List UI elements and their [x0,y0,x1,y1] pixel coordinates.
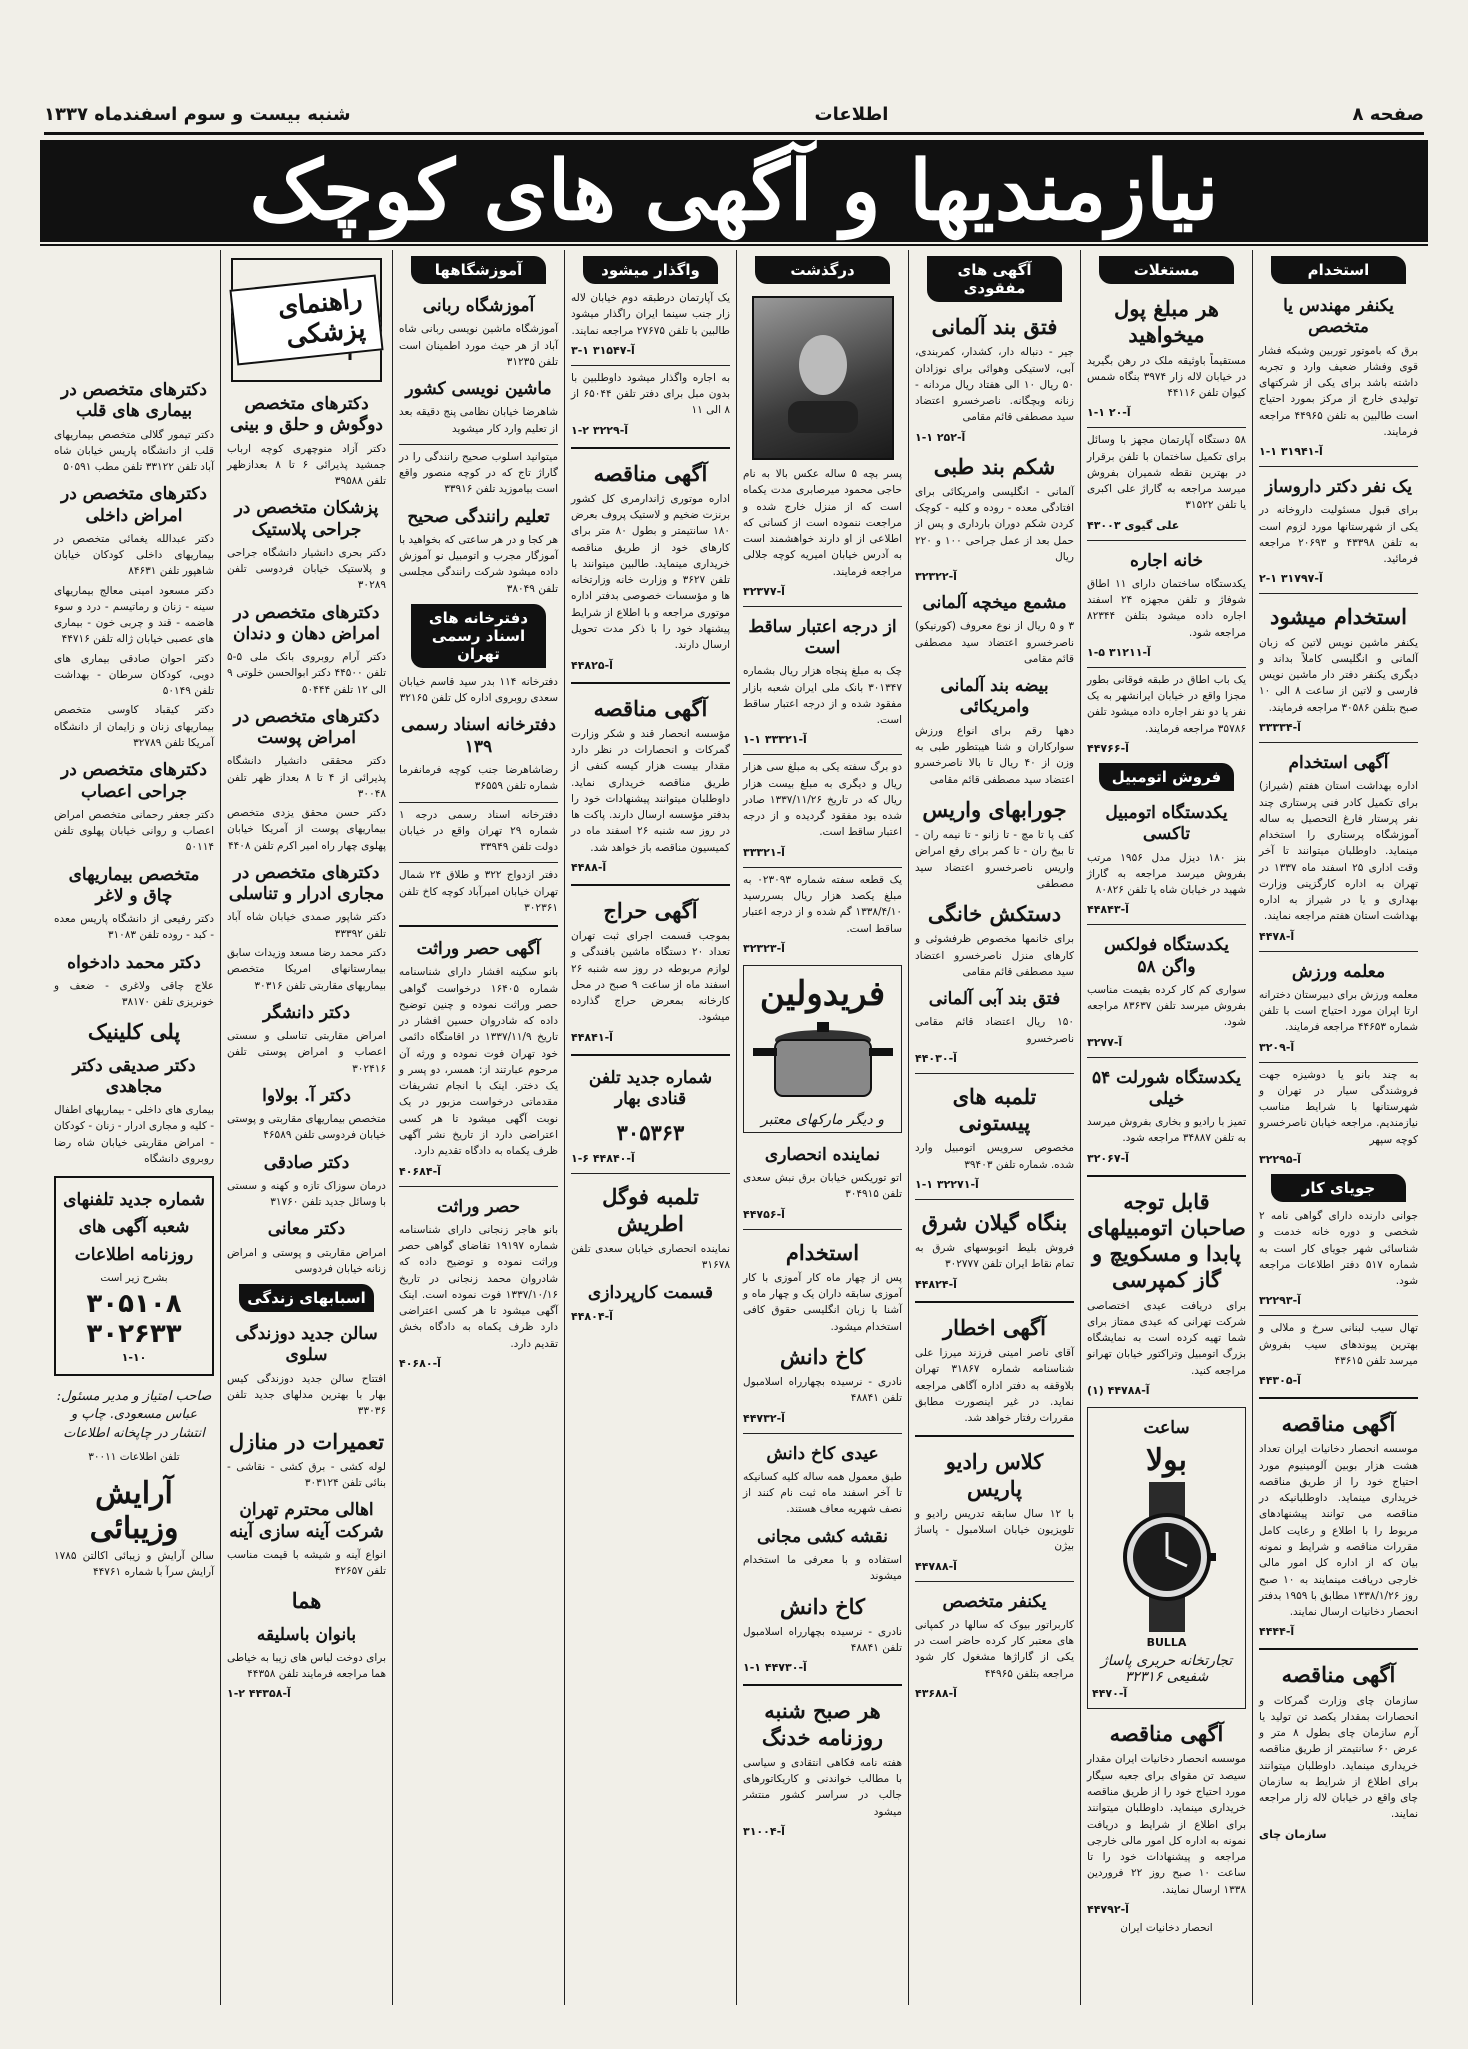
column-employment [1252,250,1424,2005]
ad-body: هر کجا و در هر ساعتی که بخواهید با آموزگار مجرب و اتومبیل نو آموزش داده میشود شرکت رانندگی مجلسی تلفن ۳۸۰۴۹ [399,533,558,595]
ad-body: تهال سیب لبنانی سرخ و ملالی و بهترین پیوندهای سیب بفروش میرسد تلفن ۴۳۶۱۵ [1259,1322,1418,1367]
ad-body: موسسه انحصار دخانیات ایران تعداد هشت هزار بوبین آلومینیوم مورد احتیاج خود را از طریق مناقصه خریداری مینماید. داوطلبانیکه در مناقصه می توانند پیشنهادهای مربوط را با اطلاع و رعایت کامل مقررات مناقصه و شرایط و نمونه بیان که از اداره کل امور مالی خارجی دریافت مینمایند به ۱۰ صبح روز ۱۳۳۸/۱/۲۶ مطابق با ۱۹۵۹ بدفتر انحصار دخانیات ارسال نمایند. [1259,1443,1419,1619]
ad-code: ۱-۱۰ [121,1351,147,1365]
column-head: دفترخانه های اسناد رسمی تهران [411,604,546,668]
banner-rule [40,244,1428,246]
ad-title: دکترهای متخصص در امراض پوست [233,706,380,749]
ad-title: دکترهای متخصص در مجاری ادرار و تناسلی [228,862,385,905]
ad-code: آ-۴۴۷۰ [1092,1687,1128,1701]
phone-number: ۳۰۲۶۳۳ [86,1319,182,1350]
ad-body: مستقیماً باوثیقه ملک در رهن بگیرید در خیابان لاله زار ۳۹۷۴ بنگاه شمس کیوان تلفن ۴۴۱۱۶ [1087,354,1246,400]
ad-body: ۱۵۰ ریال اعتضاد قائم مقامی ناصرخسرو [915,1016,1074,1045]
ad-title: تلمبه فوگل اطریش [602,1184,699,1236]
column-doctors [48,250,220,2005]
ad-body: دکتر آزاد منوچهری کوچه ارباب جمشید پذیرائی ۶ تا ۸ بعدازظهر تلفن ۳۹۵۸۸ [227,442,386,488]
ad-phone: ۳۰۵۳۶۳ [616,1120,685,1146]
watch-advert [1087,1407,1246,1709]
ad-body: معلمه ورزش برای دبیرستان دخترانه ارتا اپران مورد احتیاج است با تلفن شماره ۴۴۶۵۳ مراجعه فرمایند. [1259,988,1418,1034]
ad-title: متخصص بیماریهای چاق و لاغر [68,864,200,906]
ad-title: آگهی اخطار [943,1314,1046,1340]
ad-body: بنز ۱۸۰ دیزل مدل ۱۹۵۶ مرتب بفروش میرسد مراجعه به گاراژ شهید در خیابان شاه یا تلفن ۸۰۸۲۶ [1087,851,1246,897]
ad-title: دکترهای متخصص در امراض دهان و دندان [232,602,381,644]
column-head: جویای کار [1271,1174,1406,1202]
separator [1087,1057,1246,1058]
separator [1087,924,1246,925]
ad-title: نماینده انحصاری [764,1144,881,1165]
ad-body: ۵۸ دستگاه آپارتمان مجهز با وسائل برای تکمیل ساختمان با تلفن برقرار در بهترین نقطه شمیران بفروش میرسد مراجعه به گاراژ علی اکبری یا تلفن ۳۱۵۲۲ [1087,434,1246,512]
ad-title: قابل توجه صاحبان اتومبیلهای پابدا و مسکویچ و گاز کمپرسی [1087,1188,1246,1293]
ad-title: دکتر صادقی [263,1152,350,1173]
separator [399,444,558,445]
ad-code: آ-۴۴۷۳۲ [743,1411,785,1425]
ad-title: معلمه ورزش [1291,961,1386,982]
ad-body: سواری کم کار کرده بقیمت مناسب بفروش میرسد تلفن ۸۳۶۳۷ مراجعه شود. [1087,983,1247,1029]
ad-body: لوله کشی - برق کشی - نقاشی - بنائی تلفن ۳۰۳۱۲۴ [227,1460,386,1490]
ad-body: طبق معمول همه ساله کلیه کسانیکه تا آخر اسفند ماه ثبت نام کنند از نصف شهریه معاف هستند. [743,1470,902,1516]
ad-title: هر صبح شنبه روزنامه خدنگ [761,1698,884,1750]
column-head: واگذار میشود [583,256,718,284]
ad-title: تعلیم رانندگی صحیح [407,506,550,527]
ad-body: استفاده و با معرفی ما استخدام میشوند [743,1553,902,1583]
column-schools [392,250,564,2005]
ad-title: دفترخانه اسناد رسمی ۱۳۹ [401,715,556,757]
ad-code: آ-۲۰ ۱-۱ [1087,406,1131,420]
column-medical [220,250,392,2005]
ad-body: امراض مقاربتی تناسلی و سستی اعصاب و امراض پوستی تلفن ۳۰۲۴۱۶ [227,1030,386,1075]
ad-title: دکترهای متخصص در بیماری های قلب [60,380,208,422]
ad-body: مؤسسه انحصار قند و شکر وزارت گمرکات و انحصارات در نظر دارد مقدار بیست هزار کیسه کنفی از طریق مناقصه خریداری نماید. داوطلبان میتوانند پیشنهادات خود را بدفتر مؤسسه ارسال دارند. پاکت ها در روز سه شنبه ۲۶ اسفند ماه در کمیسیون مناقصه باز خواهد شد. [571,727,731,854]
separator [399,925,558,927]
ad-body: کف پا تا مچ - تا زانو - تا نیمه ران - تا بیخ ران - تا کمر برای رفع امراض واریس ناصرخسرو اعتضاد سید مصطفی [915,829,1074,890]
ad-title: هر مبلغ پول میخواهید [1114,296,1219,348]
ad-title: دستکش خانگی [927,901,1062,927]
ad-body: با ۱۲ سال سابقه تدریس رادیو و تلویزیون خیابان اسلامبول - پاساژ بیژن [915,1507,1074,1553]
ad-body: علاج چاقی ولاغری - ضعف و خونریزی تلفن ۳۸۱۷۰ [54,979,214,1009]
ad-code: آ-۴۴۸۲۵ [571,658,613,672]
ad-body: درمان سوزاک تازه و کهنه و سستی با وسائل جدید تلفن ۳۱۷۶۰ [227,1179,386,1209]
ad-title: کاخ دانش [779,1593,866,1619]
classifieds-banner [40,140,1428,242]
product-advert [743,965,902,1133]
ad-body: نادری - نرسیده بچهارراه اسلامبول تلفن ۴۸۸۴۱ [743,1376,902,1405]
ad-code: آ-۴۴۷۹۲ [1087,1902,1129,1916]
ad-body: دکتر محققی دانشیار دانشگاه پذیرائی از ۴ تا ۸ بعداز ظهر تلفن ۳۰۰۴۸ [227,755,386,800]
ad-title: ماشین نویسی کشور [405,379,552,400]
separator [915,1435,1074,1437]
column-head: درگذشت [755,256,890,284]
ad-code: آ-۴۴۸۴۳ [1087,903,1129,917]
ad-title: اهالی محترم تهران شرکت آینه سازی آینه [229,1500,384,1542]
page-number: صفحه ۸ [1352,103,1424,125]
watch-dealer: تجارتخانه حریری پاساژ شفیعی ۳۲۳۱۶ [1100,1653,1233,1686]
ad-title: پلی کلینیک [87,1019,181,1045]
ad-title: عیدی کاخ دانش [766,1443,879,1464]
ad-code: آ-۴۴۸۲۴ [915,1277,957,1291]
column-lost [908,250,1080,2005]
ad-body: انواع آینه و شیشه با قیمت مناسب تلفن ۴۲۶۵۷ [227,1548,386,1578]
ad-title: یکدستگاه اتومبیل تاکسی [1105,803,1228,845]
ad-title: آگهی مناقصه [1109,1721,1224,1747]
ad-body: دکتر بحری دانشیار دانشگاه جراحی و پلاستیک خیابان فردوسی تلفن ۳۰۲۸۹ [227,546,386,592]
ad-code: آ-۴۴۷۶۶ [1087,742,1129,755]
ad-body: بیماری های داخلی - بیماریهای اطفال - کلیه و مجاری ادرار - زنان - کودکان - امراض مقاربتی خیابان شاه رضا روبروی دانشگاه [54,1104,214,1165]
ad-code: آ-۳۲۲۷۱ ۱-۱ [915,1177,979,1191]
publisher-line: صاحب امتیاز و مدیر مسئول: عباس مسعودی. چاپ و انتشار در چاپخانه اطلاعات [56,1389,212,1441]
column-rentals [564,250,736,2005]
ad-code: آ-۴۴۴۴ [1259,1625,1295,1639]
ad-title: خانه اجاره [1130,550,1203,571]
ad-title: سالن جدید دوزندگی سلوی [235,1324,378,1366]
separator [571,884,730,886]
portrait-photo [752,296,894,460]
separator [743,606,902,607]
pressure-cooker-icon [753,1018,893,1108]
ad-body: دکتر محمد رضا مسعد وزیدات سابق بیمارستانهای امریکا متخصص بیماریهای مقاربتی تلفن ۳۰۳۱۶ [227,947,386,992]
ad-body: بانو سکینه افشار دارای شناسنامه شماره ۱۶۴۰۵ درخواست گواهی حصر وراثت نموده و چنین توضیح داده که شادروان حسین افشار در تاریخ ۱۳۳۷/۱۱/۹ در اقامتگاه دائمی خود تهران فوت نموده و ورثه آن مرحوم عبارتند از: همسر، دو پسر و یک دختر. اینک با انجام تشریفات مقدماتی درخواست مزبور در یک نوبت آگهی میشود تا هر کسی اعتراضی دارد از تاریخ نشر آگهی ظرف یکماه به دادگاه تقدیم دارد. [399,966,558,1158]
ad-title: دکتر صدیقی دکتر مجاهدی [72,1055,196,1097]
ad-code: آ-۳۲۲۹۵ [1259,1153,1301,1166]
ad-title: بانوان باسلیقه [256,1624,357,1645]
product-logo: فریدولین [759,973,886,1014]
ad-body: جیر - دنباله دار، کشدار، کمربندی، آبی، لاستیکی وهوائی برای نوزادان ۵۰ ریال ۱۰ الی هفتاد ریال مردانه - زنانه وبچگانه. ناصرخسرو اعتضاد سید مصطفی قائم مقامی [915,346,1075,424]
ad-body: دفترخانه اسناد رسمی درجه ۱ شماره ۲۹ تهران واقع در خیابان دولت تلفن ۳۳۹۴۹ [399,808,558,854]
ad-body: یک قطعه سفته شماره ۰۲۳۰۹۳ به مبلغ یکصد هزار ریال بسررسید ۱۳۳۸/۴/۱۰ گم شده و از درجه اعتبار ساقط است. [743,873,902,935]
ad-title: یکدستگاه فولکس واگن ۵۸ [1104,935,1229,977]
ad-body: کاربراتور بیوک که سالها در کمپانی های معتبر کار کرده حاضر است در یکی از گاراژها مشغول کار شود مراجعه بتلفن ۴۴۹۶۵ [915,1618,1074,1680]
ad-body: دکتر رفیعی از دانشگاه پاریس معده - کبد - روده تلفن ۳۱۰۸۳ [54,913,214,942]
column-head: اسبابهای زندگی [239,1284,374,1312]
separator [743,754,902,755]
ad-body: دکتر تیمور گلالی متخصص بیماریهای قلب از دانشگاه پاریس خیابان شاه آباد تلفن ۳۳۱۲۲ تلفن مطب ۵۰۵۹۱ [54,428,214,474]
ad-title: دکترهای متخصص در امراض داخلی [60,484,208,526]
ad-body: پسر بچه ۵ ساله عکس بالا به نام حاجی محمود میرصابری مدت یکماه است که از منزل خارج شده و مراجعت ننموده است از کسانی که اطلاعی از او دارند خواهشمند است به آدرس خیابان امیریه کوچه جلالی مراجعه فرمایند. [743,468,902,578]
ad-code: ۲-۱ آ-۳۱۷۹۷ [1259,572,1323,586]
ad-title: دکتر آ. بولاوا [262,1085,351,1106]
phone-number: ۳۰۵۱۰۸ [86,1289,182,1320]
running-head [44,96,1424,135]
ad-code: آ-۴۴۳۵۸ ۲-۱ [227,1687,291,1701]
separator [743,1433,902,1434]
ad-body: برای قبول مسئولیت داروخانه در یکی از شهرستانها مورد لزوم است به تلفن ۴۳۳۹۸ و ۲۰۶۹۳ مراجعه فرمائید. [1259,504,1419,566]
ad-title: تلمبه های پیستونی [952,1083,1037,1136]
ad-title: فتق بند آلمانی [931,314,1058,339]
ad-code: آ-۴۰۶۸۴ [399,1164,441,1178]
separator [1259,951,1418,952]
ad-body: نادری - نرسیده بچهارراه اسلامبول تلفن ۴۸۸۴۱ [743,1625,902,1655]
ad-body: دکتر شاپور صمدی خیابان شاه آباد تلفن ۳۳۳۹۲ [227,911,386,940]
ad-code: آ-۴۴۸۰۴ [571,1309,613,1323]
ad-body: نماینده انحصاری خیابان سعدی تلفن ۳۱۶۷۸ [571,1242,730,1272]
ad-body: اداره موتوری ژاندارمری کل کشور برنزت ضخیم و لاستیک پروف بعرض ۱۸۰ سانتیمتر و بطول ۸۰ متر برای کارهای خود از طریق مناقصه خریداری مینماید. طالبین میتوانند با تلفن ۳۶۲۷ و وزارت خانه وزارتخانه ها و مؤسسات خصوصی بدفتر اداره موتوری مراجعه و با اطلاع از شرایط پیشنهاد خود را با ذکر مدت تحویل ارسال دارند. [571,492,730,652]
columns [44,250,1424,2005]
ad-body: ۳ و ۵ ریال از نوع معروف (کورنیکو) ناصرخسرو اعتضاد سید مصطفی قائم مقامی [915,620,1074,665]
ad-title: یک نفر دکتر داروساز [1265,477,1412,498]
ad-body: برای دوخت لباس های زیبا به خیاطی هما مراجعه فرمایند تلفن ۴۴۳۵۸ [227,1651,386,1681]
ad-body: یکنفر ماشین نویس لاتین که زبان آلمانی و انگلیسی کاملاً بداند و دیگری یکنفر دفتر دار ماشین نویس فارسی و لاتین از ساعت ۸ الی ۱۰ صبح بتلفن ۳۰۵۸۶ مراجعه فرمایند. [1259,636,1419,714]
ad-body: برای دریافت عیدی اختصاصی شرکت تهرانی که عیدی ممتاز برای شما تهیه کرده است به نمایشگاه بزرگ اتومبیل وتراکتور خیابان تهرانو مراجعه کنید. [1087,1299,1246,1377]
ad-code: آ-۳۲۳۲۲ [915,570,957,584]
ad-code: ۱-۶ آ-۴۴۸۴۰ [571,1152,635,1166]
ad-code: آ-۴۴۷۳۰ ۱-۱ [743,1661,807,1675]
ad-code: ۱-۱ آ-۲۵۲ [915,430,966,444]
ad-title: دکتر دانشگر [262,1002,351,1023]
ad-body: یکدستگاه ساختمان دارای ۱۱ اطاق شوفاژ و تلفن مجهزه ۲۴ اسفند اجاره داده میشود بتلفن ۸۲۳۴۴ مراجعه شود. [1087,577,1247,639]
separator [399,862,558,863]
wristwatch-icon [1107,1482,1227,1632]
ad-title: دکترهای متخصص در جراحی اعصاب [60,760,208,802]
ad-title: آگهی حراج [603,897,698,923]
ad-code: آ-۴۰۶۸۰ [399,1356,441,1370]
ad-body: سازمان چای وزارت گمرکات و انحصارات بمقدار یکصد تن تولید یا آرم سازمان چای بطول ۸ متر و عرض ۶۰ سانتیمتر از طریق مناقصه خریداری مینماید. داوطلبان میتوانند برای اطلاع از شرایط به سازمان چای واقع در خیابان لاله زار مراجعه نمایند. [1259,1694,1419,1821]
ad-title: آگهی حصر وراثت [416,939,541,960]
ad-title: آگهی استخدام [1288,752,1389,773]
framed-line: روزنامه اطلاعات [74,1244,194,1265]
separator [743,1684,902,1686]
ad-body: برق که باموتور توربین وشبکه فشار قوی وفشار ضعیف وارد و تجربه داشته باشد برای یکی از شرکتهای تولیدی خارج از مرکز بمورد احتیاج است طالبین به تلفن ۴۴۹۶۵ مراجعه فرمایند. [1259,344,1419,438]
ad-body: دکتر عبدالله یغمائی متخصص در بیماریهای داخلی کودکان خیابان شاهپور تلفن ۸۴۶۳۱ [54,532,214,578]
separator [1259,1315,1418,1316]
ad-title: آگهی مناقصه [593,460,708,486]
separator [915,1073,1074,1074]
ad-title: نقشه کشی مجانی [756,1526,889,1547]
ad-body: آموزشگاه ماشین نویسی ربانی شاه آباد از هر حیث مورد اطمینان است تلفن ۳۱۲۳۵ [399,323,558,368]
ad-title: هما [291,1588,322,1614]
separator [399,802,558,803]
ad-body: سالن آرایش و زیبائی اکالتن ۱۷۸۵ آرایش سرآ با شماره ۴۴۷۶۱ [54,1550,214,1579]
ad-body: هفته نامه فکاهی انتقادی و سیاسی با مطالب خواندنی و کاریکاتورهای جالب در سراسر کشور منتشر میشود [743,1756,902,1818]
separator [915,1301,1074,1303]
ad-body: دفتر ازدواج ۳۲۲ و طلاق ۲۴ شمال تهران خیابان امیرآباد کوچه کاخ تلفن ۳۰۲۳۶۱ [399,869,558,914]
ad-body: آلمانی - انگلیسی وامریکائی برای افتادگی معده - روده و کلیه - کوچک کردن شکم دوران بارداری و پس از حمل بعد از عمل جراحی ۱۰۰ و ۲۲۰ ریال [915,485,1074,563]
ad-body: دکتر کیقباد کاوسی متخصص بیماریهای زنان و زایمان از دانشگاه آمریکا تلفن ۳۲۷۸۹ [54,704,214,749]
column-head: استخدام [1271,256,1406,284]
phone-line: تلفن اطلاعات ۳۰۰۱۱ [88,1450,180,1463]
ad-body: آقای ناصر امینی فرزند میرزا علی شناسنامه شماره ۳۱۸۶۷ تهران بلاوقفه به دفتر اداره آگاهی مراجعه نماید. در غیر اینصورت مطابق مقررات رفتار خواهد شد. [915,1346,1074,1425]
ad-body: دهها رقم برای انواع ورزش سوارکاران و شنا هیبتطور طبی به وزن از ۴۰ ریال تا بالا ناصرخسرو اعتضاد سید مصطفی قائم مقامی [915,724,1074,786]
ad-code: آ-۳۱۰۰۴ [743,1824,785,1838]
ad-body: دکتر مسعود امینی معالج بیماریهای سینه - زنان و رماتیسم - درد و سوء هاضمه - قند و چربی خون - بیماری های عصبی خیابان ژاله تلفن ۴۴۷۱۶ [54,584,214,646]
ad-body: رضاشاهرضا جنب کوچه فرمانفرما شماره تلفن ۳۶۵۵۹ [399,763,558,793]
separator [1087,540,1246,541]
ad-code: آ-۴۴۷۸ [1259,929,1295,943]
ad-title: آگهی مناقصه [1281,1662,1396,1688]
separator [1087,427,1246,428]
separator [915,1581,1074,1582]
ad-title: دکتر معانی [267,1219,346,1240]
ad-body: میتوانید اسلوب صحیح رانندگی را در گاراژ تاج که در کوچه منصور واقع است بیاموزید تلفن ۳۳۹۱۶ [399,450,558,496]
separator [571,365,730,366]
ad-code: علی گیوی ۴۳۰۰۳ [1087,518,1180,532]
separator [1259,742,1418,743]
column-head: آگهی های مفقودی [927,256,1062,302]
ad-code: آ-۴۴۷۸۸ [915,1559,957,1573]
ad-body: دفترخانه ۱۱۴ بدر سید قاسم خیابان سعدی روبروی اداره کل تلفن ۳۲۱۶۵ [399,675,558,705]
paper-name: اطلاعات [814,103,889,125]
ad-code: آ-۳۲۲۹ ۲-۱ [571,423,629,437]
separator [1259,1397,1418,1399]
ad-title: مشمع میخچه آلمانی [922,593,1067,614]
ad-title: آگهی مناقصه [593,695,708,721]
separator [571,1173,730,1174]
product-subtitle: و دیگر مارکهای معتبر [761,1111,884,1128]
ad-code: آ-۴۴۰۳۰ [915,1051,957,1065]
ad-code: آ-۴۴۸۸ [571,860,607,874]
ad-code: آ-۴۴۷۸۸ (۱) [1087,1383,1150,1397]
column-real-estate [1080,250,1252,2005]
ad-title: استخدام میشود [1269,604,1407,630]
ad-body: اداره بهداشت استان هفتم (شیراز) برای تکمیل کادر فنی پرستاری چند نفر پرستار فارغ التحصیل به ساله آموزشگاه پرستاری را استخدام مینماید. داوطلبان میتوانند تا آخر وقت اداری ۲۵ اسفند ماه ۱۳۳۷ در تهران به اداره کارگزینی وزارت بهداری و یا در شیراز به اداره بهداشت استان هفتم مراجعه نمایند. [1259,780,1419,923]
ad-body: تمیز با رادیو و بخاری بفروش میرسد به تلفن ۳۴۸۸۷ مراجعه شود. [1087,1116,1246,1145]
ad-body: بموجب قسمت اجرای ثبت تهران تعداد ۲۰ دستگاه ماشین بافندگی و لوازم مربوطه در روز سه شنبه ۲۶ اسفند ماه از ساعت ۹ صبح در محل کارخانه بمعرض حراج گذارده میشود. [571,930,730,1024]
framed-line: بشرح زیر است [100,1271,168,1284]
ad-body: متخصص بیماریهای مقاربتی و پوستی خیابان فردوسی تلفن ۴۶۵۸۹ [227,1113,386,1142]
watch-label: ساعت [1143,1417,1190,1438]
ad-title: بنگاه گیلان شرق [921,1209,1068,1235]
phone-numbers-box [54,1176,214,1376]
ad-body: فروش بلیط اتوبوسهای شرق به تمام نقاط ایران تلفن ۳۰۲۷۷۷ [915,1242,1074,1271]
ad-title: تعمیرات در منازل [228,1428,385,1454]
column-notices [736,250,908,2005]
ad-body: افتتاح سالن جدید دوزندگی کیس بهار با بهترین مدلهای جدید تلفن ۳۳۰۳۶ [227,1372,386,1418]
separator [743,867,902,868]
ad-body: برای خانمها مخصوص ظرفشوئی و کارهای منزل ناصرخسرو اعتضاد سید مصطفی قائم مقامی [915,933,1074,978]
ad-title: شماره جدید تلفن قنادی بهار [588,1067,713,1109]
ad-title: کلاس رادیو پاریس [945,1449,1044,1501]
ad-body: دکتر آرام روبروی بانک ملی ۵-۵ تلفن ۴۴۵۰۰ دکتر ابوالحسن خلوتی ۹ الی ۱۲ تلفن ۵۰۴۴۴ [227,651,386,696]
ad-code: آ-۳۲۷۷ [1087,1035,1123,1049]
ad-title: حصر وراثت [436,1196,521,1217]
separator [1259,593,1418,594]
separator [1087,667,1246,668]
ad-title: از درجه اعتبار ساقط است [748,616,897,659]
ad-title: آگهی مناقصه [1281,1411,1396,1437]
ad-title: پزشکان متخصص در جراحی پلاستیک [234,498,379,540]
separator [571,682,730,684]
ad-body: چک به مبلغ پنجاه هزار ریال بشماره ۳۰۱۳۴۷ بانک ملی ایران شعبه بازار مفقود شده و از درجه اعتبار ساقط است. [743,665,902,727]
ad-code: آ-۴۳۶۸۸ [915,1686,957,1700]
ad-body: دکتر احوان صادقی بیماری های دوبی، کودکان سرطان - بهداشت تلفن ۵۰۱۴۹ [54,652,214,698]
separator [399,1186,558,1187]
ad-code: آ-۳۲۰۶۷ [1087,1151,1129,1165]
ad-title: فتق بند آبی آلمانی [928,989,1061,1010]
watch-brand-latin: BULLA [1146,1636,1187,1650]
ad-code: آ-۳۲۳۷۷ [743,584,785,598]
ad-footer: انحصار دخانیات ایران [1120,1921,1213,1934]
ad-code: آ-۴۴۳۰۵ [1259,1374,1301,1388]
ad-code: ۱-۱ آ-۳۱۹۴۱ [1259,445,1323,459]
ad-title: یکنفر متخصص [942,1591,1047,1612]
ad-code: آ-۳۲۲۹۳ [1259,1294,1301,1308]
ad-title: قسمت کارپردازی [587,1282,714,1303]
medical-guide-logo [231,258,382,382]
ad-body: اتو توریکس خیابان برق نبش سعدی تلفن ۳۰۴۹۱۵ [743,1172,902,1201]
ad-title: بیضه بند آلمانی وامریکائی [940,676,1049,718]
ad-code: آ-۳۳۳۳۴ [1259,720,1301,734]
ad-code: آ-۳۲۰۹ [1259,1040,1295,1054]
medical-guide-title: راهنمای پزشکی [229,275,383,366]
ad-body: پس از چهار ماه کار آموزی با کار آموزی سابقه داران یک و چهار ماه و آشنا با زبان انگلیسی حقوق کافی استخدام میشود. [743,1271,902,1333]
watch-brand: بولا [1146,1443,1187,1479]
separator [1087,1175,1246,1177]
separator [915,1199,1074,1200]
ad-code: آ-۴۴۷۵۶ [743,1207,785,1221]
separator [571,1054,730,1056]
separator [743,1229,902,1230]
separator [571,447,730,449]
ad-body: به چند بانو یا دوشیزه جهت فروشندگی سیار در تهران و شهرستانها با شرایط مناسب نیازمندیم. مراجعه خیابان ناصرخسرو کوچه سپهر [1259,1068,1418,1146]
separator [1259,466,1418,467]
column-head: فروش اتومبیل [1099,763,1234,791]
ad-body: دکتر جعفر رحمانی متخصص امراض اعصاب و روانی خیابان پهلوی تلفن ۵۰۱۱۴ [54,808,214,854]
ad-body: جوانی دارنده دارای گواهی نامه ۲ شخصی و دوره خانه خدمت و شناسائی شهر جویای کار است به شماره ۵۱۷ دفتر اطلاعات مراجعه شود. [1259,1210,1418,1288]
ad-code: سازمان چای [1259,1827,1327,1841]
ad-title: دکتر محمد دادخواه [67,952,201,973]
ad-body: مخصوص سرویس اتومبیل وارد شده. شماره تلفن ۳۹۴۰۳ [915,1142,1074,1171]
column-head: آموزشگاهها [411,256,546,284]
ad-title: شکم بند طبی [933,453,1056,479]
ad-body: دکتر حسن محقق یزدی متخصص بیماریهای پوست از آمریکا خیابان پهلوی چهار راه امیر اکرم تلفن ۴۴۰۸ [227,807,386,852]
framed-line: شعبه آگهی های [78,1217,190,1238]
ad-body: شاهرضا خیابان نظامی پنج دقیقه بعد از تعلیم وارد کار میشوید [399,406,558,435]
ad-title: دکترهای متخصص دوگوش و حلق و بینی [230,394,383,436]
ad-code: آ-۳۱۵۴۷ ۱-۳ [571,343,635,357]
ad-body: دو برگ سفته یکی به مبلغ سی هزار ریال و دیگری به مبلغ بیست هزار ریال که در تاریخ ۱۳۳۷/۱۱/۲۶ صادر شده بود مفقود گردیده و از درجه اعتبار ساقط است. [743,761,902,839]
ad-code: آ-۳۲۳۲۳ [743,941,785,955]
beauty-salon-title: آرایش وزیبائی [89,1476,179,1547]
ad-body: امراض مقاربتی و پوستی و امراض زنانه خیابان فردوسی [227,1246,386,1275]
ad-body: بانو هاجر زنجانی دارای شناسنامه شماره ۱۹۱۹۷ تقاضای گواهی حصر وراثت نموده و توضیح داده که شادروان محمد زنجانی در تاریخ ۱۳۳۷/۱۰/۱۶ فوت نموده است. اینک آگهی میشود تا هر کسی اعتراضی دارد ظرف یکماه به دادگاه بخش تقدیم دارد. [399,1223,558,1350]
framed-line: شماره جدید تلفنهای [63,1190,205,1211]
ad-code: آ-۳۱۲۱۱ ۵-۱ [1087,645,1151,659]
banner-title: نیازمندیها و آگهی های کوچک [249,143,1219,239]
ad-title: کاخ دانش [779,1343,866,1369]
date-line: شنبه بیست و سوم اسفندماه ۱۳۳۷ [44,103,351,125]
ad-body: موسسه انحصار دخانیات ایران مقدار سیصد تن مقوای برای جعبه سیگار مورد احتیاج خود را از طریق مناقصه خریداری مینماید. داوطلبان میتوانند برای اطلاع از شرایط و دریافت نمونه به اداره کل امور مالی خارجی مراجعه و پیشنهادات خود را تا ساعت ۱۰ صبح روز ۲۲ فروردین ۱۳۳۸ ارسال نمایند. [1087,1753,1246,1896]
ad-title: یکنفر مهندس یا متخصص [1283,296,1394,338]
ad-code: آ-۳۳۳۲۱ [743,845,785,859]
ad-title: آموزشگاه ربانی [422,296,535,316]
ad-code: آ-۴۴۸۴۱ [571,1030,613,1044]
separator [1259,1648,1418,1650]
column-head: مستغلات [1099,256,1234,284]
ad-body: به اجاره واگذار میشود داوطلبین با بدون مبل برای دفتر تلفن ۶۵۰۴۴ از ۸ الی ۱۱ [571,371,730,417]
ad-code: آ-۳۳۳۲۱ ۱-۱ [743,733,807,747]
ad-body: یک آپارتمان درطبقه دوم خیابان لاله زار جنب سینما ایران راگذار میشود طالبین با تلفن ۲۷۶۷۵ مراجعه نمایند. [571,292,730,337]
ad-body: یک باب اطاق در طبقه فوقانی بطور مجزا واقع در خیابان ایرانشهر به یک نفر یا دو نفر اجاره داده میشود تلفن ۳۵۷۸۶ مراجعه فرمایند. [1087,673,1246,735]
separator [1259,1062,1418,1063]
ad-title: جورابهای واریس [922,796,1067,822]
portrait-icon [778,323,868,433]
ad-title: استخدام [785,1239,860,1265]
ad-title: یکدستگاه شورلت ۵۴ خیلی [1091,1067,1242,1109]
